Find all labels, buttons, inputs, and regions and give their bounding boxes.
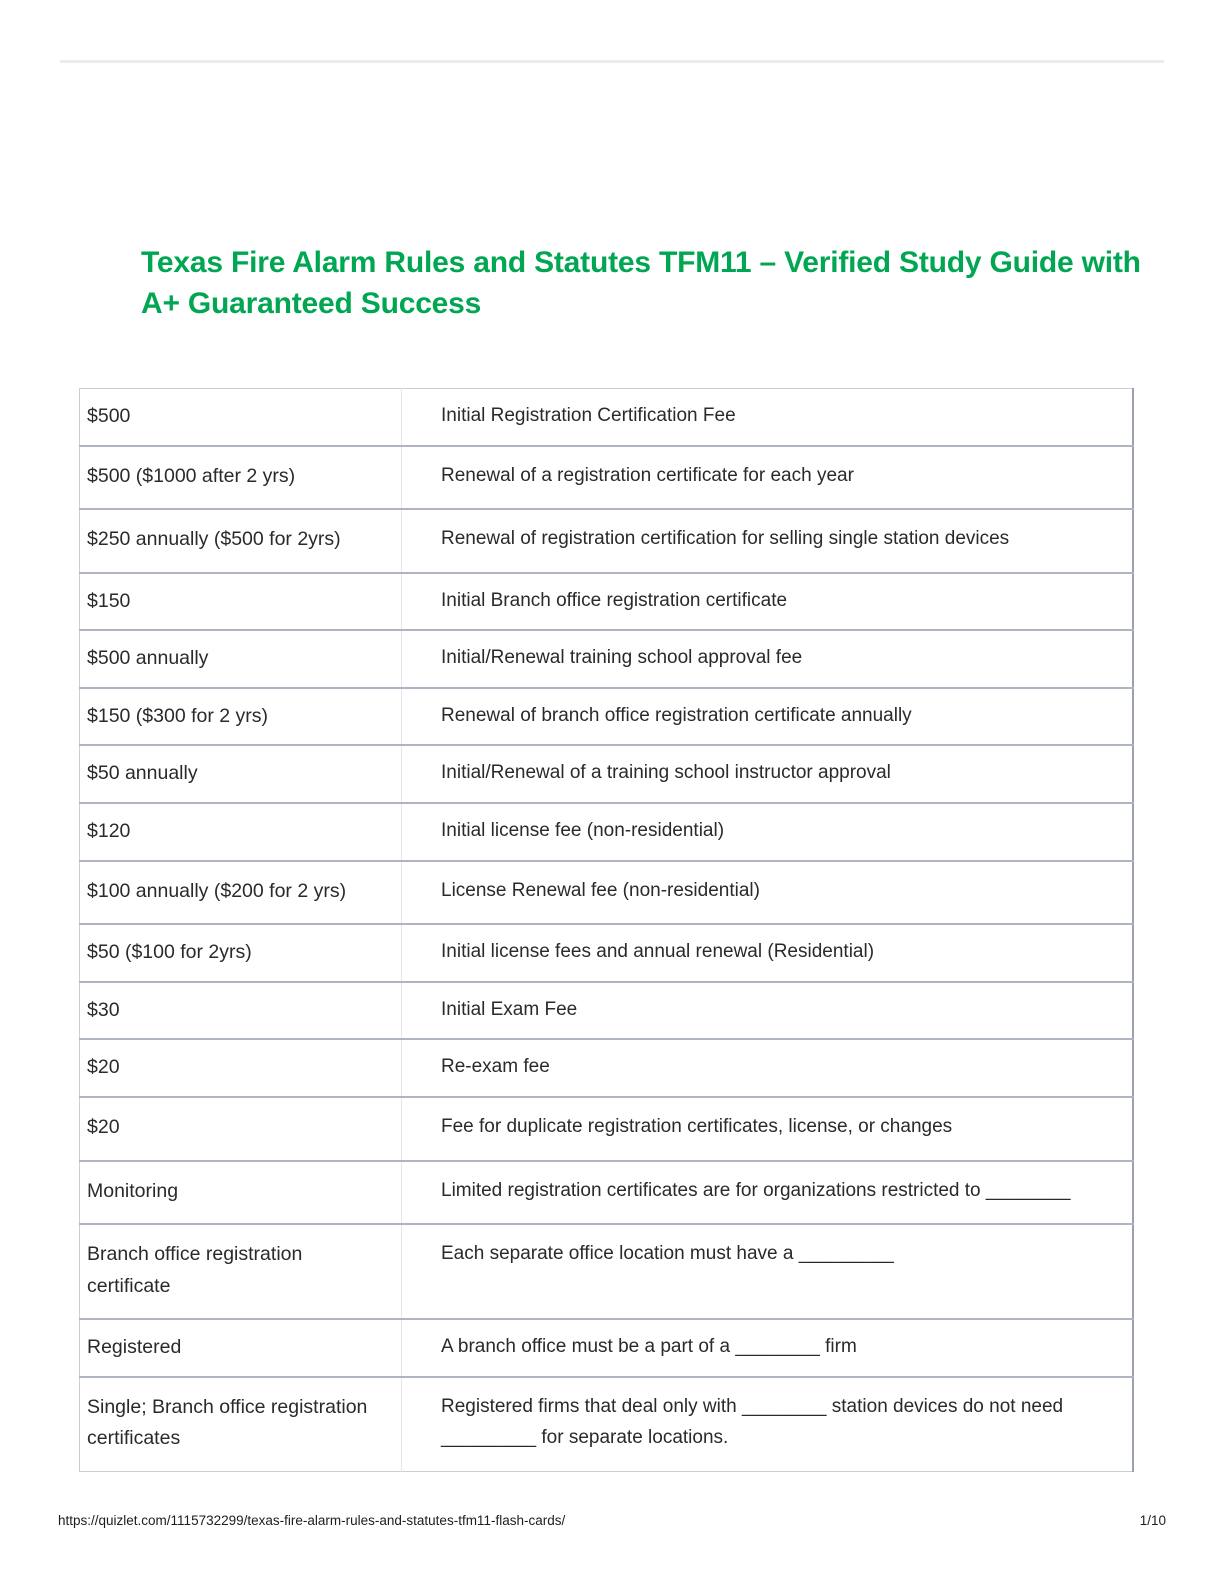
fee-term-cell: $500 annually <box>80 630 402 688</box>
table-row <box>80 803 1133 861</box>
table-row <box>80 924 1133 982</box>
fee-term-cell: Monitoring <box>80 1161 402 1225</box>
fee-term-cell: $20 <box>80 1039 402 1097</box>
fee-definition-cell: License Renewal fee (non-residential) <box>441 879 760 901</box>
table-row <box>80 982 1133 1040</box>
fee-definition-cell: Re-exam fee <box>441 1056 550 1078</box>
fee-definition-cell: Renewal of branch office registration certificate annually <box>441 704 912 726</box>
table-row <box>80 389 1133 446</box>
fee-definition-cell: Initial license fee (non-residential) <box>441 820 725 842</box>
fee-term-cell: $500 ($1000 after 2 yrs) <box>80 446 402 510</box>
table-row <box>80 1224 1133 1319</box>
table-row <box>80 573 1133 631</box>
fee-schedule-table <box>79 388 1134 1472</box>
fee-definition-cell: Initial Exam Fee <box>441 998 578 1020</box>
fee-definition-cell: Initial Branch office registration certificate <box>441 589 788 611</box>
fee-table-body <box>80 389 1133 1472</box>
fee-term-cell: $20 <box>80 1097 402 1161</box>
table-row <box>80 1319 1133 1377</box>
fee-definition-cell: Fee for duplicate registration certificates, license, or changes <box>441 1115 953 1137</box>
table-row <box>80 688 1133 746</box>
fee-term-cell: $500 <box>80 389 402 446</box>
footer-page-number: 1/10 <box>1139 1513 1166 1528</box>
fee-term-cell: $150 ($300 for 2 yrs) <box>80 688 402 746</box>
table-row <box>80 1097 1133 1161</box>
table-row <box>80 1039 1133 1097</box>
fee-definition-cell: Renewal of a registration certificate for each year <box>441 464 854 486</box>
fee-definition-cell: Limited registration certificates are for organizations restricted to ________ <box>441 1179 1071 1201</box>
fee-term-cell: Single; Branch office registration certificates <box>80 1377 402 1472</box>
table-row <box>80 446 1133 510</box>
fee-term-cell: $30 <box>80 982 402 1040</box>
table-row <box>80 509 1133 573</box>
fee-term-cell: $50 ($100 for 2yrs) <box>80 924 402 982</box>
fee-term-cell: Registered <box>80 1319 402 1377</box>
fee-definition-cell: A branch office must be a part of a ________ firm <box>441 1336 857 1358</box>
fee-definition-cell: Initial/Renewal of a training school instructor approval <box>441 762 891 784</box>
fee-definition-cell: Initial Registration Certification Fee <box>441 405 736 426</box>
page-header-divider <box>60 60 1164 63</box>
table-row <box>80 630 1133 688</box>
fee-definition-cell: Initial/Renewal training school approval fee <box>441 647 803 669</box>
fee-term-cell: $250 annually ($500 for 2yrs) <box>80 509 402 573</box>
fee-term-cell: $120 <box>80 803 402 861</box>
footer-source-url[interactable]: https://quizlet.com/1115732299/texas-fire-alarm-rules-and-statutes-tfm11-flash-cards/ <box>58 1513 566 1528</box>
fee-definition-cell: Each separate office location must have a _________ <box>441 1243 894 1265</box>
page-title: Texas Fire Alarm Rules and Statutes TFM11 – Verified Study Guide with A+ Guaranteed Success <box>141 246 1141 321</box>
fee-definition-cell: Registered firms that deal only with ________ station devices do not need _________ for separate locations. <box>441 1395 1064 1448</box>
table-row <box>80 1377 1133 1472</box>
fee-term-cell: $150 <box>80 573 402 631</box>
table-row <box>80 1161 1133 1225</box>
fee-definition-cell: Renewal of registration certification for selling single station devices <box>441 528 1010 550</box>
table-row <box>80 861 1133 925</box>
page-footer <box>0 1513 1224 1537</box>
fee-term-cell: $100 annually ($200 for 2 yrs) <box>80 861 402 925</box>
fee-term-cell: Branch office registration certificate <box>80 1224 402 1319</box>
table-row <box>80 745 1133 803</box>
fee-term-cell: $50 annually <box>80 745 402 803</box>
fee-definition-cell: Initial license fees and annual renewal (Residential) <box>441 941 875 963</box>
